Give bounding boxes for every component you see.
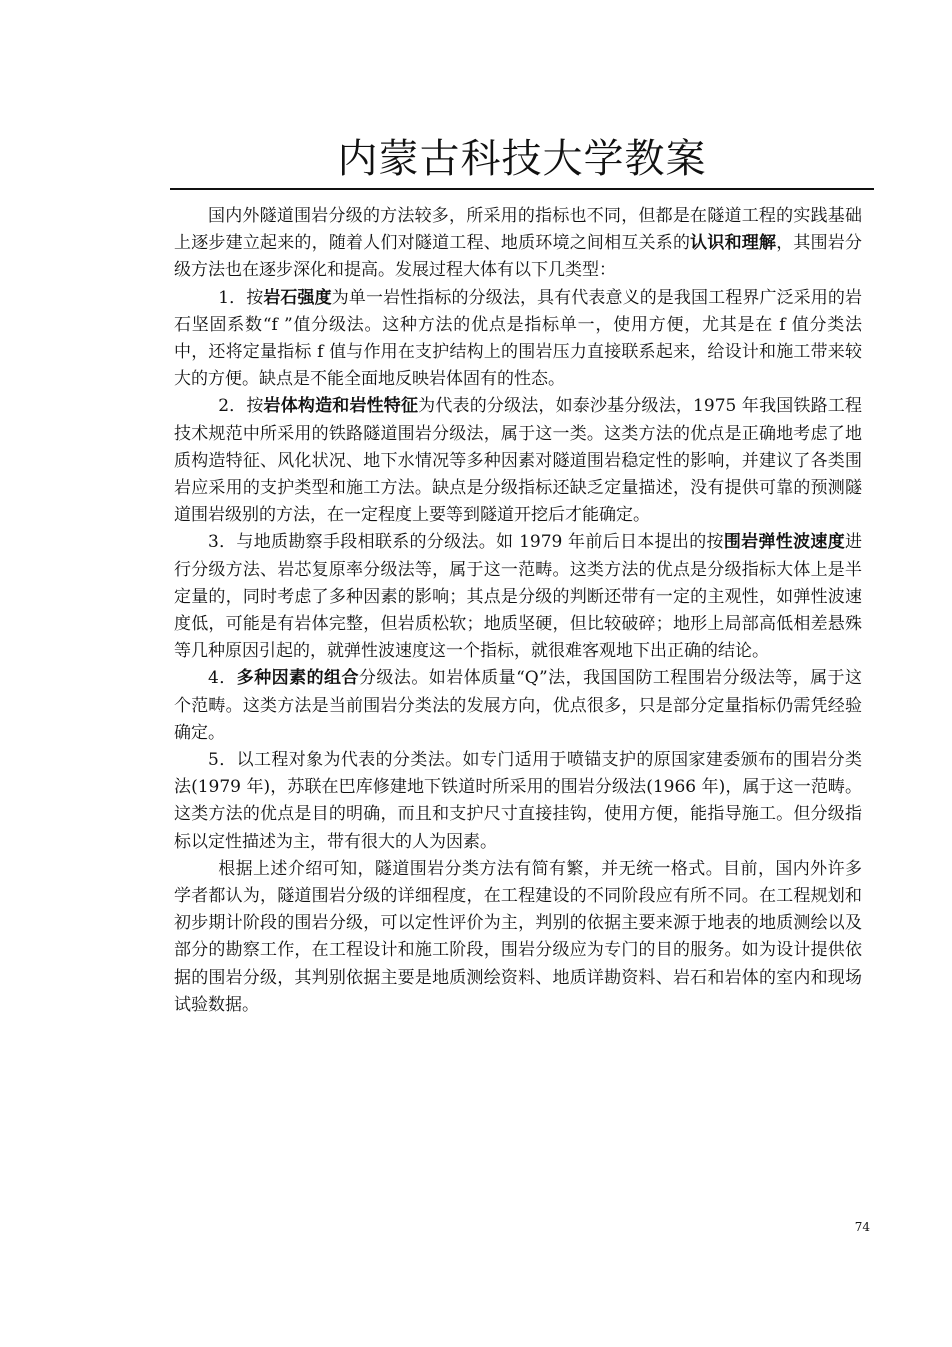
paragraph-text: 5．以工程对象为代表的分类法。如专门适用于喷锚支护的原国家建委颁布的围岩分类法(1979 年)，苏联在巴库修建地下铁道时所采用的围岩分级法(1966 年)，属于这一范畴。这类方法的优点是目的明确，而且和支护尺寸直接挂钩，使用方便，能指导施工。但分级指标以定性描述为主，带有很大的人为因素。 bbox=[174, 750, 862, 852]
emphasis-text: 认识和理解 bbox=[690, 233, 777, 254]
paragraph-summary bbox=[174, 856, 862, 1019]
paragraph-item-2 bbox=[174, 393, 862, 529]
paragraph-text: 进行分级方法、岩芯复原率分级法等，属于这一范畴。这类方法的优点是分级指标大体上是半定量的，同时考虑了多种因素的影响；其点是分级的判断还带有一定的主观性，如弹性波速度低，可能是有岩体完整，但岩质松软；地质坚硬，但比较破碎；地形上局部高低相差悬殊等几种原因引起的，就弹性波速度这一个指标，就很难客观地下出正确的结论。 bbox=[174, 532, 863, 662]
paragraph-intro bbox=[174, 203, 862, 285]
paragraph-text: 根据上述介绍可知，隧道围岩分类方法有简有繁，并无统一格式。目前，国内外许多学者都认为，隧道围岩分级的详细程度，在工程建设的不同阶段应有所不同。在工程规划和初步期计阶段的围岩分级，可以定性评价为主，判别的依据主要来源于地表的地质测绘以及部分的勘察工作，在工程设计和施工阶段，围岩分级应为专门的目的服务。如为设计提供依据的围岩分级，其判别依据主要是地质测绘资料、地质详勘资料、岩石和岩体的室内和现场试验数据。 bbox=[174, 858, 862, 1015]
page-header-title: 内蒙古科技大学教案 bbox=[337, 136, 707, 182]
emphasis-text: 岩体构造和岩性特征 bbox=[263, 396, 419, 417]
page-number: 74 bbox=[854, 1220, 870, 1234]
emphasis-text: 围岩弹性波速度 bbox=[723, 532, 846, 553]
paragraph-text: ，其围岩分级方法也在逐步深化和提高。发展过程大体有以下几类型： bbox=[174, 233, 863, 281]
paragraph-text: 1．按 bbox=[218, 287, 264, 308]
paragraph-text: 国内外隧道围岩分级的方法较多，所采用的指标也不同，但都是在隧道工程的实践基础上逐步建立起来的，随着人们对隧道工程、地质环境之间相互关系的 bbox=[174, 206, 862, 254]
document-body bbox=[174, 203, 862, 1019]
paragraph-text: 分级法。如岩体质量“Q”法，我国国防工程围岩分级法等，属于这个范畴。这类方法是当前围岩分类法的发展方向，优点很多，只是部分定量指标仍需凭经验确定。 bbox=[174, 668, 862, 743]
paragraph-item-4 bbox=[174, 665, 862, 747]
paragraph-text: 4． bbox=[208, 668, 237, 689]
paragraph-item-5 bbox=[174, 747, 862, 856]
emphasis-text: 岩石强度 bbox=[263, 287, 332, 308]
paragraph-text: 为代表的分级法，如泰沙基分级法，1975 年我国铁路工程技术规范中所采用的铁路隧道围岩分级法，属于这一类。这类方法的优点是正确地考虑了地质构造特征、风化状况、地下水情况等多种因素对隧道围岩稳定性的影响，并建议了各类围岩应采用的支护类型和施工方法。缺点是分级指标还缺乏定量描述，没有提供可靠的预测隧道围岩级别的方法，在一定程度上要等到隧道开挖后才能确定。 bbox=[174, 396, 862, 526]
emphasis-text: 多种因素的组合 bbox=[236, 668, 359, 689]
header-divider bbox=[170, 188, 874, 190]
paragraph-text: 为单一岩性指标的分级法，具有代表意义的是我国工程界广泛采用的岩石坚固系数“f ”值分级法。这种方法的优点是指标单一，使用方便，尤其是在 f 值分类法中，还将定量指标 f 值与作用在支护结构上的围岩压力直接联系起来，给设计和施工带来较大的方便。缺点是不能全面地反映岩体固有的性态。 bbox=[174, 287, 862, 390]
paragraph-item-1 bbox=[174, 285, 862, 394]
paragraph-text: 2．按 bbox=[218, 396, 264, 417]
paragraph-item-3 bbox=[174, 529, 862, 665]
paragraph-text: 3．与地质勘察手段相联系的分级法。如 1979 年前后日本提出的按 bbox=[208, 532, 724, 553]
